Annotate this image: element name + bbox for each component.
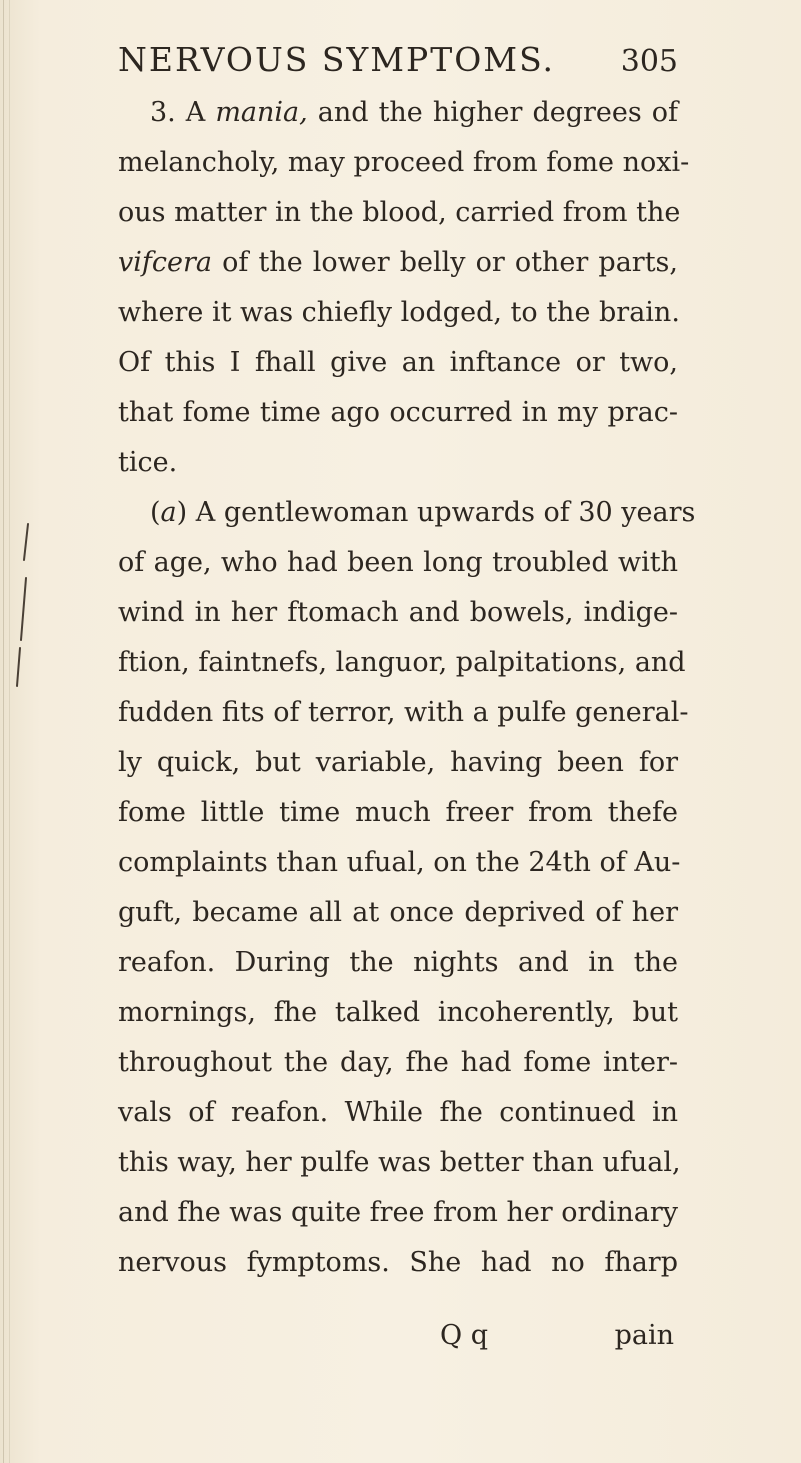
text-line: and fhe was quite free from her ordinary (118, 1197, 679, 1228)
text-line: of age, who had been long troubled with (118, 547, 678, 578)
text-line: guft, became all at once deprived of her (118, 897, 678, 928)
italic-run: vifcera (118, 247, 212, 278)
text-run: ( (150, 497, 161, 528)
text-line: throughout the day, fhe had fome inter- (118, 1047, 678, 1078)
page-edge-line (9, 0, 10, 1463)
text-line: where it was chiefly lodged, to the brain. (118, 297, 680, 328)
text-line: complaints than ufual, on the 24th of Au- (118, 847, 681, 878)
text-line: fudden fits of terror, with a pulfe general- (118, 697, 689, 728)
text-line: fome little time much freer from thefe (118, 797, 678, 828)
signature-mark: Q q (440, 1320, 489, 1351)
text-line: that fome time ago occurred in my prac- (118, 397, 678, 428)
margin-pencil-mark (14, 520, 34, 690)
text-line: vals of reafon. While fhe continued in (118, 1097, 678, 1128)
page-header (118, 40, 678, 90)
catchword: pain (614, 1320, 674, 1351)
text-run: 3. A (150, 97, 216, 128)
text-line (118, 488, 696, 538)
text-line: tice. (118, 447, 178, 478)
page-edge-line (3, 0, 4, 1463)
text-run: ) A gentlewoman upwards of 30 years (176, 497, 696, 528)
text-line: ous matter in the blood, carried from the (118, 197, 681, 228)
text-line: this way, her pulfe was better than ufual, (118, 1147, 681, 1178)
text-line: reafon. During the nights and in the (118, 947, 678, 978)
italic-run: a (160, 497, 177, 528)
text-line: ly quick, but variable, having been for (118, 747, 678, 778)
running-head: NERVOUS SYMPTOMS. (118, 40, 556, 79)
text-line (118, 238, 678, 288)
text-line: nervous fymptoms. She had no fharp (118, 1247, 678, 1278)
text-line: wind in her ftomach and bowels, indige- (118, 597, 678, 628)
text-line: melancholy, may proceed from fome noxi- (118, 147, 690, 178)
text-run: and the higher degrees of (307, 97, 678, 128)
page-number: 305 (620, 44, 678, 79)
text-line: mornings, fhe talked incoherently, but (118, 997, 678, 1028)
italic-run: mania, (215, 97, 308, 128)
text-line: ftion, faintnefs, languor, palpitations, and (118, 647, 686, 678)
page-footer (118, 1316, 678, 1356)
text-line (118, 88, 678, 138)
text-line: Of this I fhall give an inftance or two, (118, 347, 678, 378)
body-text (118, 88, 696, 1288)
text-run: of the lower belly or other parts, (212, 247, 678, 278)
